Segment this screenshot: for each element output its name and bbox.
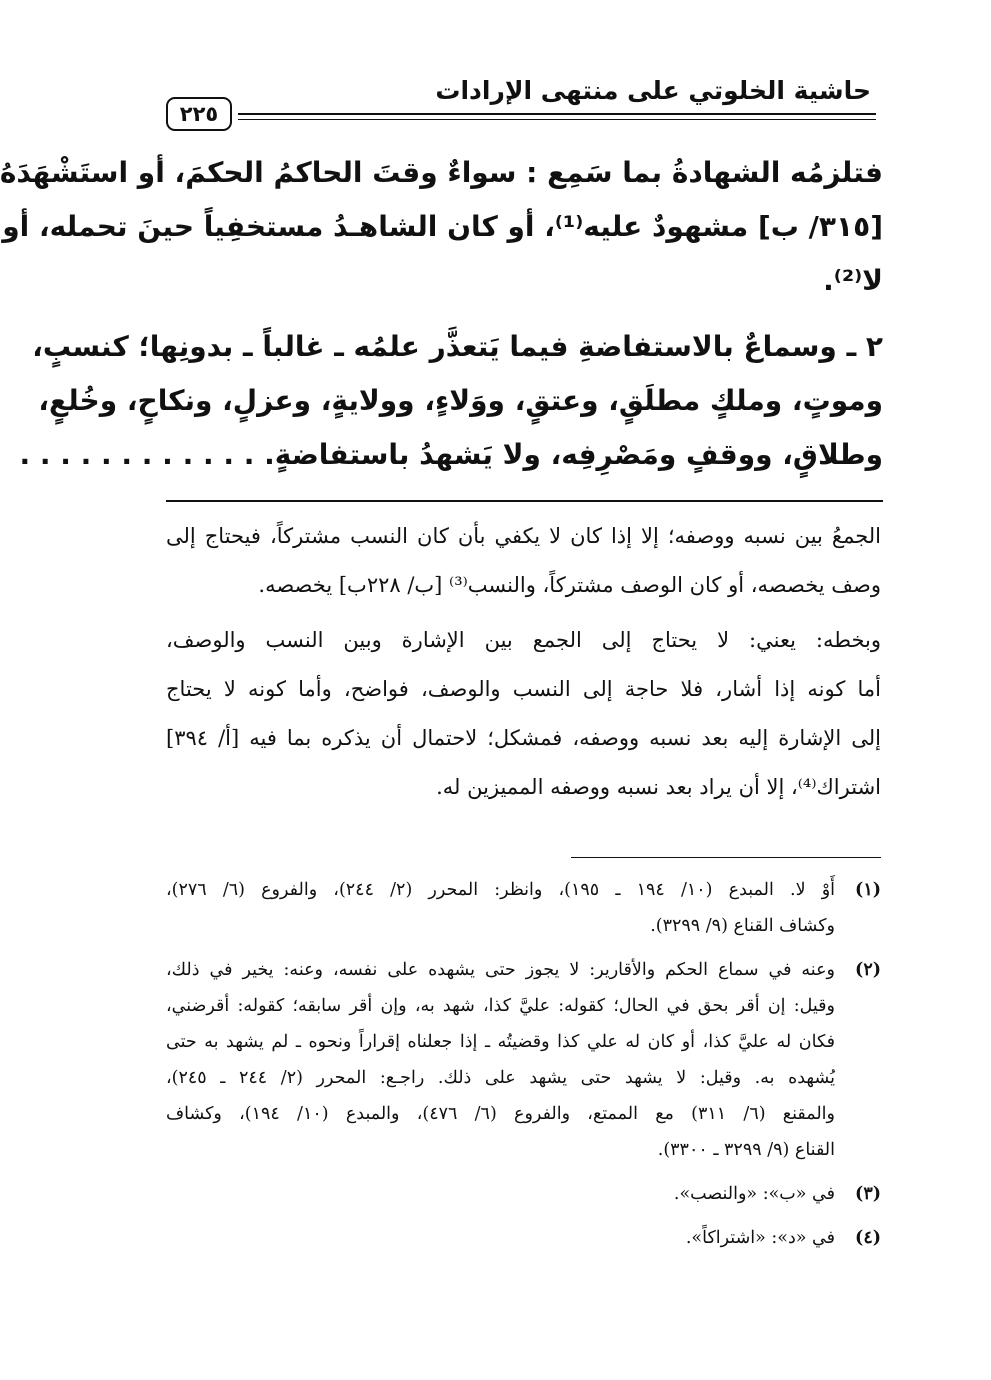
footnote-4 [166, 1220, 881, 1256]
commentary-line: وصف يخصصه، أو كان الوصف مشتركاً، والنسب⁽³⁾ [ب/ ٢٢٨ب] يخصصه. [258, 573, 881, 597]
main-text-line: وطلاقٍ، ووقفٍ ومَصْرِفِه، ولا يَشهدُ باستفاضةٍ. . . . . . . . . . . . . [19, 438, 883, 471]
footnote-line: وقيل: إن أقر بحق في الحال؛ كقوله: عليَّ كذا، شهد به، وإن أقر سابقه؛ كقوله: أقرضني، [166, 996, 835, 1016]
footnote-line: في «ب»: «والنصب». [673, 1184, 835, 1204]
commentary-line: اشتراك⁽⁴⁾، إلا أن يراد بعد نسبه ووصفه المميزين له. [436, 775, 881, 799]
footnotes [166, 872, 881, 1256]
footnote-line: فكان له عليَّ كذا، أو كان له علي كذا وقضيتُه ـ إذا جعلناه إقراراً ونحوه ـ لم يشهد به حتى [166, 1032, 835, 1052]
header-rule [238, 113, 876, 115]
main-text-line: ٢ ـ وسماعٌ بالاستفاضةِ فيما يَتعذَّر علمُه ـ غالباً ـ بدونِها؛ كنسبٍ، [32, 330, 883, 363]
footnote-line: وكشاف القناع (٩/ ٣٢٩٩). [650, 916, 835, 936]
commentary-line: أما كونه إذا أشار، فلا حاجة إلى النسب والوصف، فواضح، وأما كونه لا يحتاج [166, 677, 881, 701]
commentary-text [166, 512, 881, 812]
footnote-line: والمقنع (٦/ ٣١١) مع الممتع، والفروع (٦/ ٤٧٦)، والمبدع (١٠/ ١٩٤)، وكشاف [166, 1104, 835, 1124]
footnote-1 [166, 872, 881, 944]
main-text-line: لا⁽²⁾. [823, 264, 883, 297]
footnote-number: (١) [855, 880, 881, 900]
footnote-line: وعنه في سماع الحكم والأقارير: لا يجوز حتى يشهده على نفسه، وعنه: يخير في ذلك، [166, 960, 835, 980]
page-number: ٢٢٥ [166, 97, 232, 131]
main-text-line: فتلزمُه الشهادةُ بما سَمِع : سواءٌ وقتَ الحاكمُ الحكمَ، أو استَشْهَدَهُ [0, 156, 883, 189]
running-header-title: حاشية الخلوتي على منتهى الإرادات [435, 76, 871, 105]
footnote-line: يُشهده به. وقيل: لا يشهد حتى يشهد على ذلك. راجـع: المحرر (٢/ ٢٤٤ ـ ٢٤٥)، [166, 1068, 835, 1088]
header-rule-thin [238, 119, 876, 120]
commentary-line: وبخطه: يعني: لا يحتاج إلى الجمع بين الإشارة وبين النسب والوصف، [166, 628, 881, 652]
main-text-line: [٣١٥/ ب] مشهودٌ عليه⁽¹⁾، أو كان الشاهـدُ مستخفِياً حينَ تحمله، أو [2, 210, 883, 243]
footnote-separator [571, 857, 881, 858]
footnote-line: في «د»: «اشتراكاً». [685, 1228, 835, 1248]
main-text-line: وموتٍ، وملكٍ مطلَقٍ، وعتقٍ، ووَلاءٍ، وولايةٍ، وعزلٍ، ونكاحٍ، وخُلعٍ، [38, 384, 883, 417]
footnote-line: أَوْ لا. المبدع (١٠/ ١٩٤ ـ ١٩٥)، وانظر: المحرر (٢/ ٢٤٤)، والفروع (٦/ ٢٧٦)، [166, 880, 836, 900]
main-text [0, 146, 883, 482]
footnote-number: (٣) [855, 1184, 881, 1204]
footnote-3 [166, 1176, 881, 1212]
footnote-2 [166, 952, 881, 1168]
footnote-number: (٢) [855, 960, 881, 980]
commentary-line: إلى الإشارة إليه بعد نسبه ووصفه، فمشكل؛ لاحتمال أن يذكره بما فيه [أ/ ٣٩٤] [166, 726, 881, 750]
commentary-line: الجمعُ بين نسبه ووصفه؛ إلا إذا كان لا يكفي بأن كان النسب مشتركاً، فيحتاج إلى [166, 524, 881, 548]
main-text-separator [166, 500, 883, 502]
footnote-line: القناع (٩/ ٣٢٩٩ ـ ٣٣٠٠). [657, 1140, 835, 1160]
footnote-number: (٤) [855, 1228, 881, 1248]
